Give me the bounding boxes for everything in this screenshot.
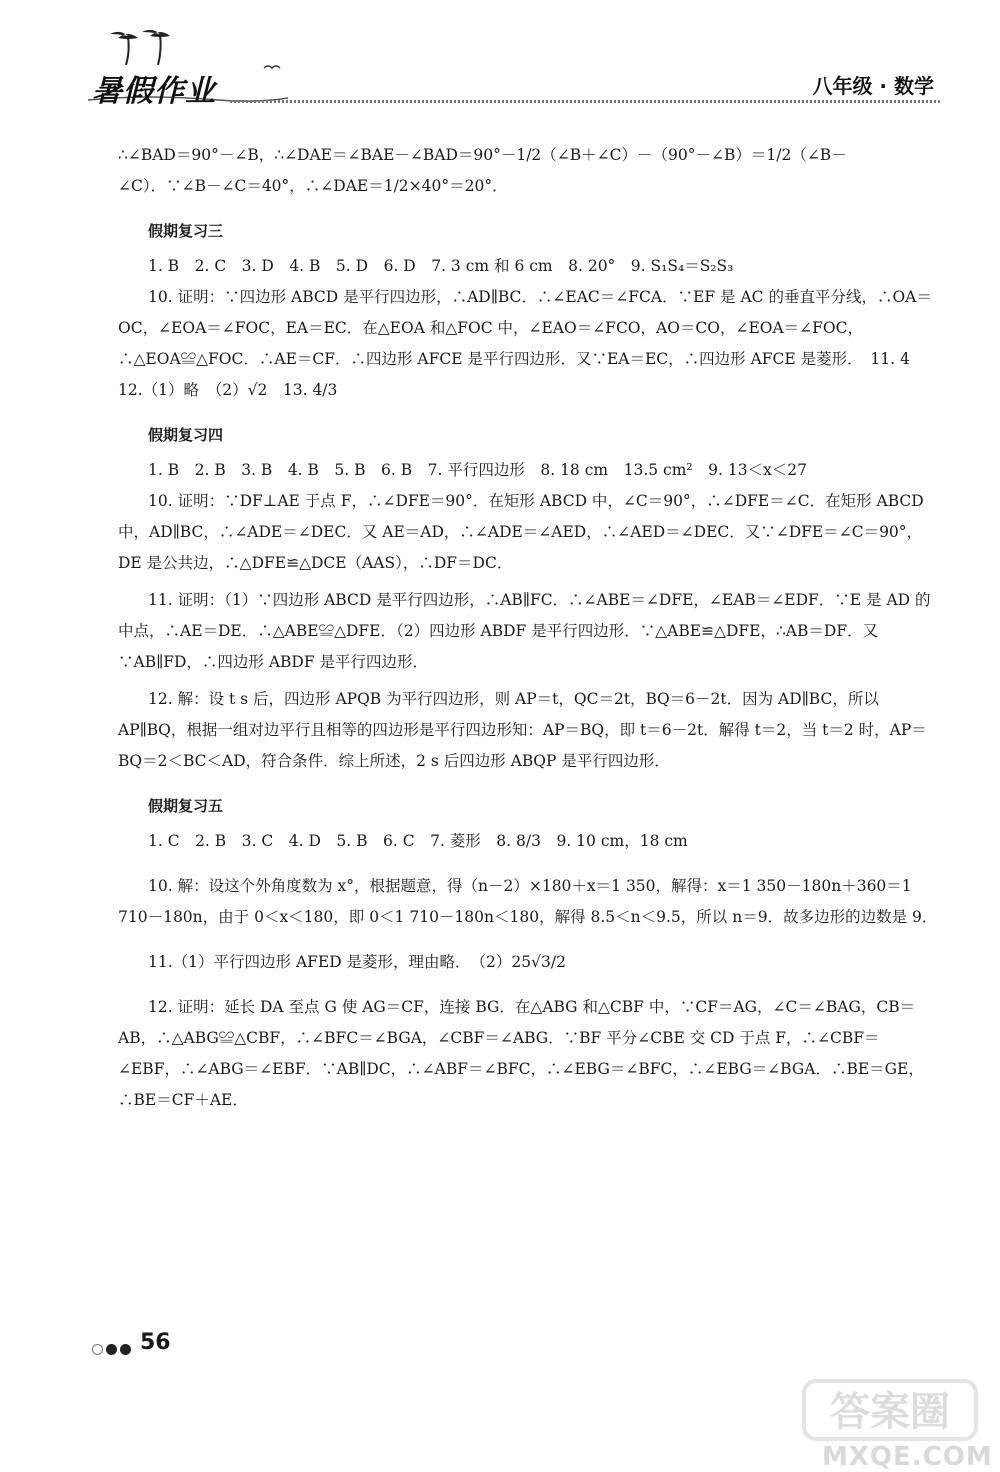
header-divider [230, 100, 940, 103]
answer-paragraph: 11. 证明：（1）∵四边形 ABCD 是平行四边形，∴AB∥FC．∴∠ABE＝∠DFE，∠EAB＝∠EDF．∵E 是 AD 的中点，∴AE＝DE．∴△ABE≌△DFE．（2）四边形 ABDF 是平行四边形．∵△ABE≌△DFE，∴AB＝DF．又∵AB∥FD，∴四边形 ABDF 是平行四边形． [118, 591, 931, 671]
section-heading: 假期复习五 [148, 797, 224, 815]
page-dots-decoration [92, 1340, 134, 1359]
section-heading: 假期复习四 [148, 426, 224, 444]
answer-paragraph: 10. 证明：∵DF⊥AE 于点 F，∴∠DFE＝90°．在矩形 ABCD 中，∠C＝90°，∴∠DFE＝∠C．在矩形 ABCD 中，AD∥BC，∴∠ADE＝∠DEC．又 AE＝AD，∴∠ADE＝∠AED，∴∠AED＝∠DEC．又∵∠DFE＝∠C＝90°，DE 是公共边，∴△DFE≌△DCE（AAS），∴DF＝DC． [118, 492, 924, 572]
answer-paragraph: 10. 解：设这个外角度数为 x°，根据题意，得（n－2）×180＋x＝1 350，解得：x＝1 350－180n＋360＝1 710－180n，由于 0＜x＜180，即 0＜1 710－180n＜180，解得 8.5＜n＜9.5，所以 n＝9．故多边形的边数是 9． [118, 877, 938, 926]
page-number: 56 [140, 1330, 171, 1355]
section-heading: 假期复习三 [148, 222, 224, 240]
answer-paragraph: 11.（1）平行四边形 AFED 是菱形，理由略． （2）25√3/2 [148, 953, 566, 971]
svg-text:答案圈: 答案圈 [830, 1389, 950, 1435]
answer-paragraph: ∠C）．∵∠B－∠C＝40°，∴∠DAE＝1/2×40°＝20°． [118, 177, 508, 195]
answer-paragraph: 12. 证明：延长 DA 至点 G 使 AG＝CF，连接 BG．在△ABG 和△CBF 中，∵CF＝AG，∠C＝∠BAG，CB＝AB，∴△ABG≌△CBF，∴∠BFC＝∠BGA，∠CBF＝∠ABG．∵BF 平分∠CBE 交 CD 于点 F，∴∠CBF＝∠EBF，∴∠ABG＝∠EBF．∵AB∥DC，∴∠ABF＝∠BFC，∴∠EBG＝∠BFC，∴∠EBG＝∠BGA．∴BE＝GE，∴BE＝CF＋AE． [118, 998, 924, 1109]
logo-title: 暑假作业 [92, 74, 216, 109]
page-header [0, 0, 1000, 110]
answer-paragraph: 12. 解：设 t s 后，四边形 APQB 为平行四边形，则 AP＝t，QC＝2t，BQ＝6－2t．因为 AD∥BC，所以 AP∥BQ，根据一组对边平行且相等的四边形是平行四边形知：AP＝BQ，即 t＝6－2t．解得 t＝2，当 t＝2 时，AP＝BQ＝2＜BC＜AD，符合条件．综上所述，2 s 后四边形 ABQP 是平行四边形． [118, 690, 927, 770]
answer-paragraph: 1. B 2. C 3. D 4. B 5. D 6. D 7. 3 cm 和 6 cm 8. 20° 9. S₁S₄＝S₂S₃ [148, 257, 734, 275]
answer-paragraph: ∴∠BAD＝90°－∠B，∴∠DAE＝∠BAE－∠BAD＝90°－1/2（∠B＋∠C）－（90°－∠B）＝1/2（∠B－ [118, 146, 847, 164]
answer-content [118, 140, 938, 1116]
answer-paragraph: 10. 证明：∵四边形 ABCD 是平行四边形，∴AD∥BC．∴∠EAC＝∠FCA．∵EF 是 AC 的垂直平分线，∴OA＝OC，∠EOA＝∠FOC，EA＝EC．在△EOA 和△FOC 中，∠EAO＝∠FCO，AO＝CO，∠EOA＝∠FOC，∴△EOA≌△FOC．∴AE＝CF．∴四边形 AFCE 是平行四边形．又∵EA＝EC，∴四边形 AFCE 是菱形． 11. 4 12.（1）略 （2）√2 13. 4/3 [118, 288, 932, 399]
answer-paragraph: 1. B 2. B 3. B 4. B 5. B 6. B 7. 平行四边形 8. 18 cm 13.5 cm² 9. 13＜x＜27 [148, 461, 808, 479]
answer-paragraph: 1. C 2. B 3. C 4. D 5. B 6. C 7. 菱形 8. 8/3 9. 10 cm，18 cm [148, 832, 688, 850]
watermark-url: MXQE.COM [822, 1442, 993, 1472]
grade-subject-label: 八年级 · 数学 [812, 74, 934, 98]
